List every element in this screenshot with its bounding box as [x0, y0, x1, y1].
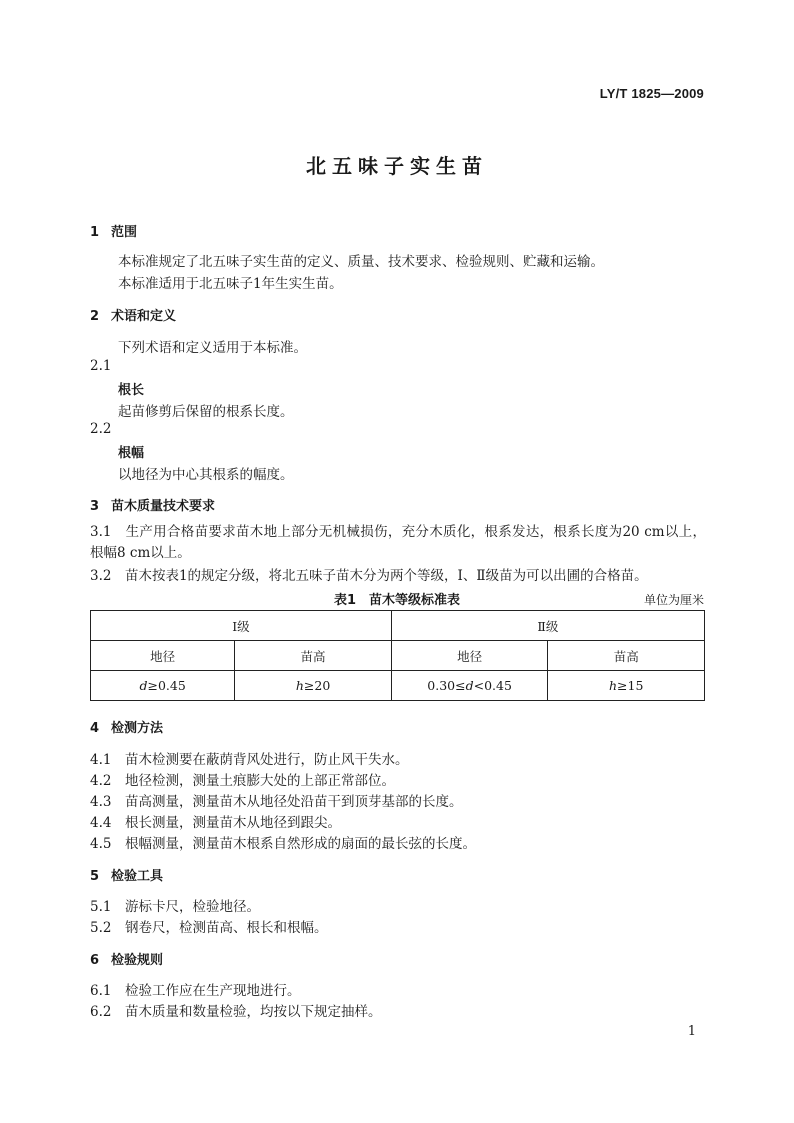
- grade-2-diameter-cell: [391, 671, 548, 701]
- item-number: 6.1: [90, 983, 112, 999]
- variable: d: [139, 678, 148, 693]
- list-item: [90, 832, 476, 852]
- list-item: [90, 1000, 382, 1020]
- value: ≥15: [617, 678, 644, 693]
- value: ≥0.45: [147, 678, 186, 693]
- item-text: 苗木检测要在蔽荫背风处进行，防止风干失水。: [125, 752, 409, 768]
- section-5-heading: [90, 865, 163, 884]
- list-item: [90, 748, 409, 768]
- item-text: 根幅测量，测量苗木根系自然形成的扇面的最长弦的长度。: [125, 836, 476, 852]
- item-text: 苗高测量，测量苗木从地径处沿苗干到顶芽基部的长度。: [125, 794, 463, 810]
- scope-paragraph-2: 本标准适用于北五味子1年生实生苗。: [118, 276, 343, 292]
- term-number: 2.2: [90, 421, 112, 437]
- item-text: 苗木质量和数量检验，均按以下规定抽样。: [125, 1004, 382, 1020]
- list-item: [90, 916, 328, 936]
- section-2-heading: [90, 305, 176, 324]
- item-text: 游标卡尺，检验地径。: [125, 899, 260, 915]
- section-number: 6: [90, 953, 100, 968]
- section-number: 3: [90, 499, 100, 514]
- section-number: 1: [90, 225, 100, 240]
- item-number: 4.3: [90, 794, 112, 810]
- page-number: 1: [687, 1024, 696, 1039]
- table-row: [91, 671, 705, 701]
- list-item: [90, 979, 301, 999]
- column-header: 苗高: [235, 641, 392, 671]
- item-number: 4.2: [90, 773, 112, 789]
- item-number: 4.5: [90, 836, 112, 852]
- section-1-heading: [90, 221, 137, 240]
- document-title: 北五味子实生苗: [306, 154, 488, 178]
- term-definition: 以地径为中心其根系的幅度。: [118, 467, 294, 483]
- list-item: [90, 811, 341, 831]
- term-definition: 起苗修剪后保留的根系长度。: [118, 404, 294, 420]
- term-name: 根长: [118, 383, 145, 398]
- table-row: [91, 611, 705, 641]
- section-6-heading: [90, 949, 163, 968]
- value: 0.30≤: [427, 678, 466, 693]
- section-title: 苗木质量技术要求: [111, 499, 216, 514]
- item-text: 根长测量，测量苗木从地径到跟尖。: [125, 815, 341, 831]
- section-number: 2: [90, 309, 100, 324]
- grade-1-height-cell: [235, 671, 392, 701]
- grade-2-header: Ⅱ级: [391, 611, 704, 641]
- value: ≥20: [303, 678, 331, 693]
- section-number: 5: [90, 869, 100, 884]
- term-number: 2.1: [90, 358, 112, 374]
- list-item: [90, 895, 260, 915]
- list-item: [90, 769, 395, 789]
- scope-paragraph-1: 本标准规定了北五味子实生苗的定义、质量、技术要求、检验规则、贮藏和运输。: [118, 254, 604, 270]
- table-unit: 单位为厘米: [643, 593, 704, 607]
- clause-3-1: 3.1 生产用合格苗要求苗木地上部分无机械损伤，充分木质化，根系发达，根系长度为20 cm以上，根幅8 cm以上。: [90, 524, 706, 561]
- item-number: 4.4: [90, 815, 112, 831]
- section-3-heading: [90, 495, 215, 514]
- column-header: 地径: [91, 641, 235, 671]
- section-title: 术语和定义: [111, 309, 177, 324]
- column-header: 地径: [391, 641, 548, 671]
- variable: h: [608, 678, 618, 693]
- table-caption: 表1 苗木等级标准表: [333, 593, 461, 608]
- variable: h: [295, 678, 304, 693]
- standard-code: LY/T 1825—2009: [599, 86, 704, 101]
- table-row: [91, 641, 705, 671]
- grade-1-diameter-cell: [91, 671, 235, 701]
- item-text: 地径检测，测量土痕膨大处的上部正常部位。: [125, 773, 395, 789]
- item-text: 检验工作应在生产现地进行。: [125, 983, 301, 999]
- item-number: 6.2: [90, 1004, 112, 1020]
- term-name: 根幅: [118, 446, 145, 461]
- list-item: [90, 790, 463, 810]
- section-4-heading: [90, 717, 163, 736]
- grade-table: [90, 610, 705, 701]
- value: <0.45: [473, 678, 512, 693]
- item-number: 4.1: [90, 752, 112, 768]
- section-title: 检验工具: [111, 869, 164, 884]
- clause-3-2: 3.2 苗木按表1的规定分级，将北五味子苗木分为两个等级，Ⅰ、Ⅱ级苗为可以出圃的合格苗。: [90, 568, 648, 584]
- item-number: 5.1: [90, 899, 112, 915]
- section-title: 检验规则: [111, 953, 164, 968]
- section-number: 4: [90, 721, 100, 736]
- item-number: 5.2: [90, 920, 112, 936]
- variable: d: [465, 678, 474, 693]
- item-text: 钢卷尺，检测苗高、根长和根幅。: [125, 920, 328, 936]
- terms-intro: 下列术语和定义适用于本标准。: [118, 340, 307, 356]
- grade-2-height-cell: [548, 671, 705, 701]
- grade-1-header: Ⅰ级: [91, 611, 392, 641]
- section-title: 范围: [111, 225, 138, 240]
- column-header: 苗高: [548, 641, 705, 671]
- section-title: 检测方法: [111, 721, 164, 736]
